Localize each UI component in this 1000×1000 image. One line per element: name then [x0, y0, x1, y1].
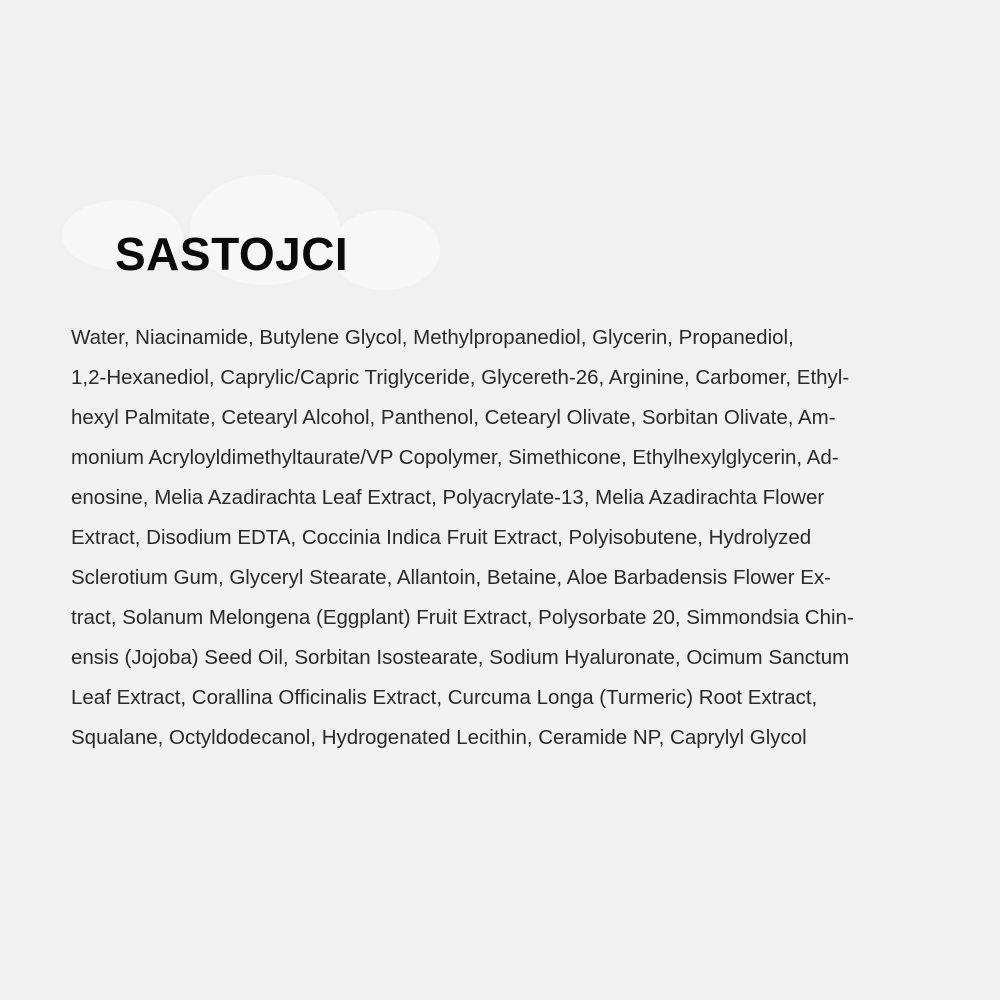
ingredients-line: ensis (Jojoba) Seed Oil, Sorbitan Isostearate, Sodium Hyaluronate, Ocimum Sanctum	[71, 646, 850, 669]
ingredients-list	[71, 318, 951, 758]
ingredients-line: 1,2-Hexanediol, Caprylic/Capric Triglyceride, Glycereth-26, Arginine, Carbomer, Ethyl-	[71, 366, 850, 389]
page-title: SASTOJCI	[115, 228, 349, 280]
ingredients-line: monium Acryloyldimethyltaurate/VP Copolymer, Simethicone, Ethylhexylglycerin, Ad-	[71, 446, 839, 469]
ingredients-line: Water, Niacinamide, Butylene Glycol, Methylpropanediol, Glycerin, Propanediol,	[71, 326, 794, 349]
ingredients-line: Leaf Extract, Corallina Officinalis Extract, Curcuma Longa (Turmeric) Root Extract,	[71, 686, 818, 709]
ingredients-line: Extract, Disodium EDTA, Coccinia Indica Fruit Extract, Polyisobutene, Hydrolyzed	[71, 526, 812, 549]
ingredients-line: Squalane, Octyldodecanol, Hydrogenated Lecithin, Ceramide NP, Caprylyl Glycol	[71, 726, 807, 749]
ingredients-line: hexyl Palmitate, Cetearyl Alcohol, Panthenol, Cetearyl Olivate, Sorbitan Olivate, Am-	[71, 406, 836, 429]
ingredients-line: tract, Solanum Melongena (Eggplant) Fruit Extract, Polysorbate 20, Simmondsia Chin-	[71, 606, 854, 629]
ingredients-line: enosine, Melia Azadirachta Leaf Extract, Polyacrylate-13, Melia Azadirachta Flower	[71, 486, 825, 509]
ingredients-line: Sclerotium Gum, Glyceryl Stearate, Allantoin, Betaine, Aloe Barbadensis Flower Ex-	[71, 566, 831, 589]
